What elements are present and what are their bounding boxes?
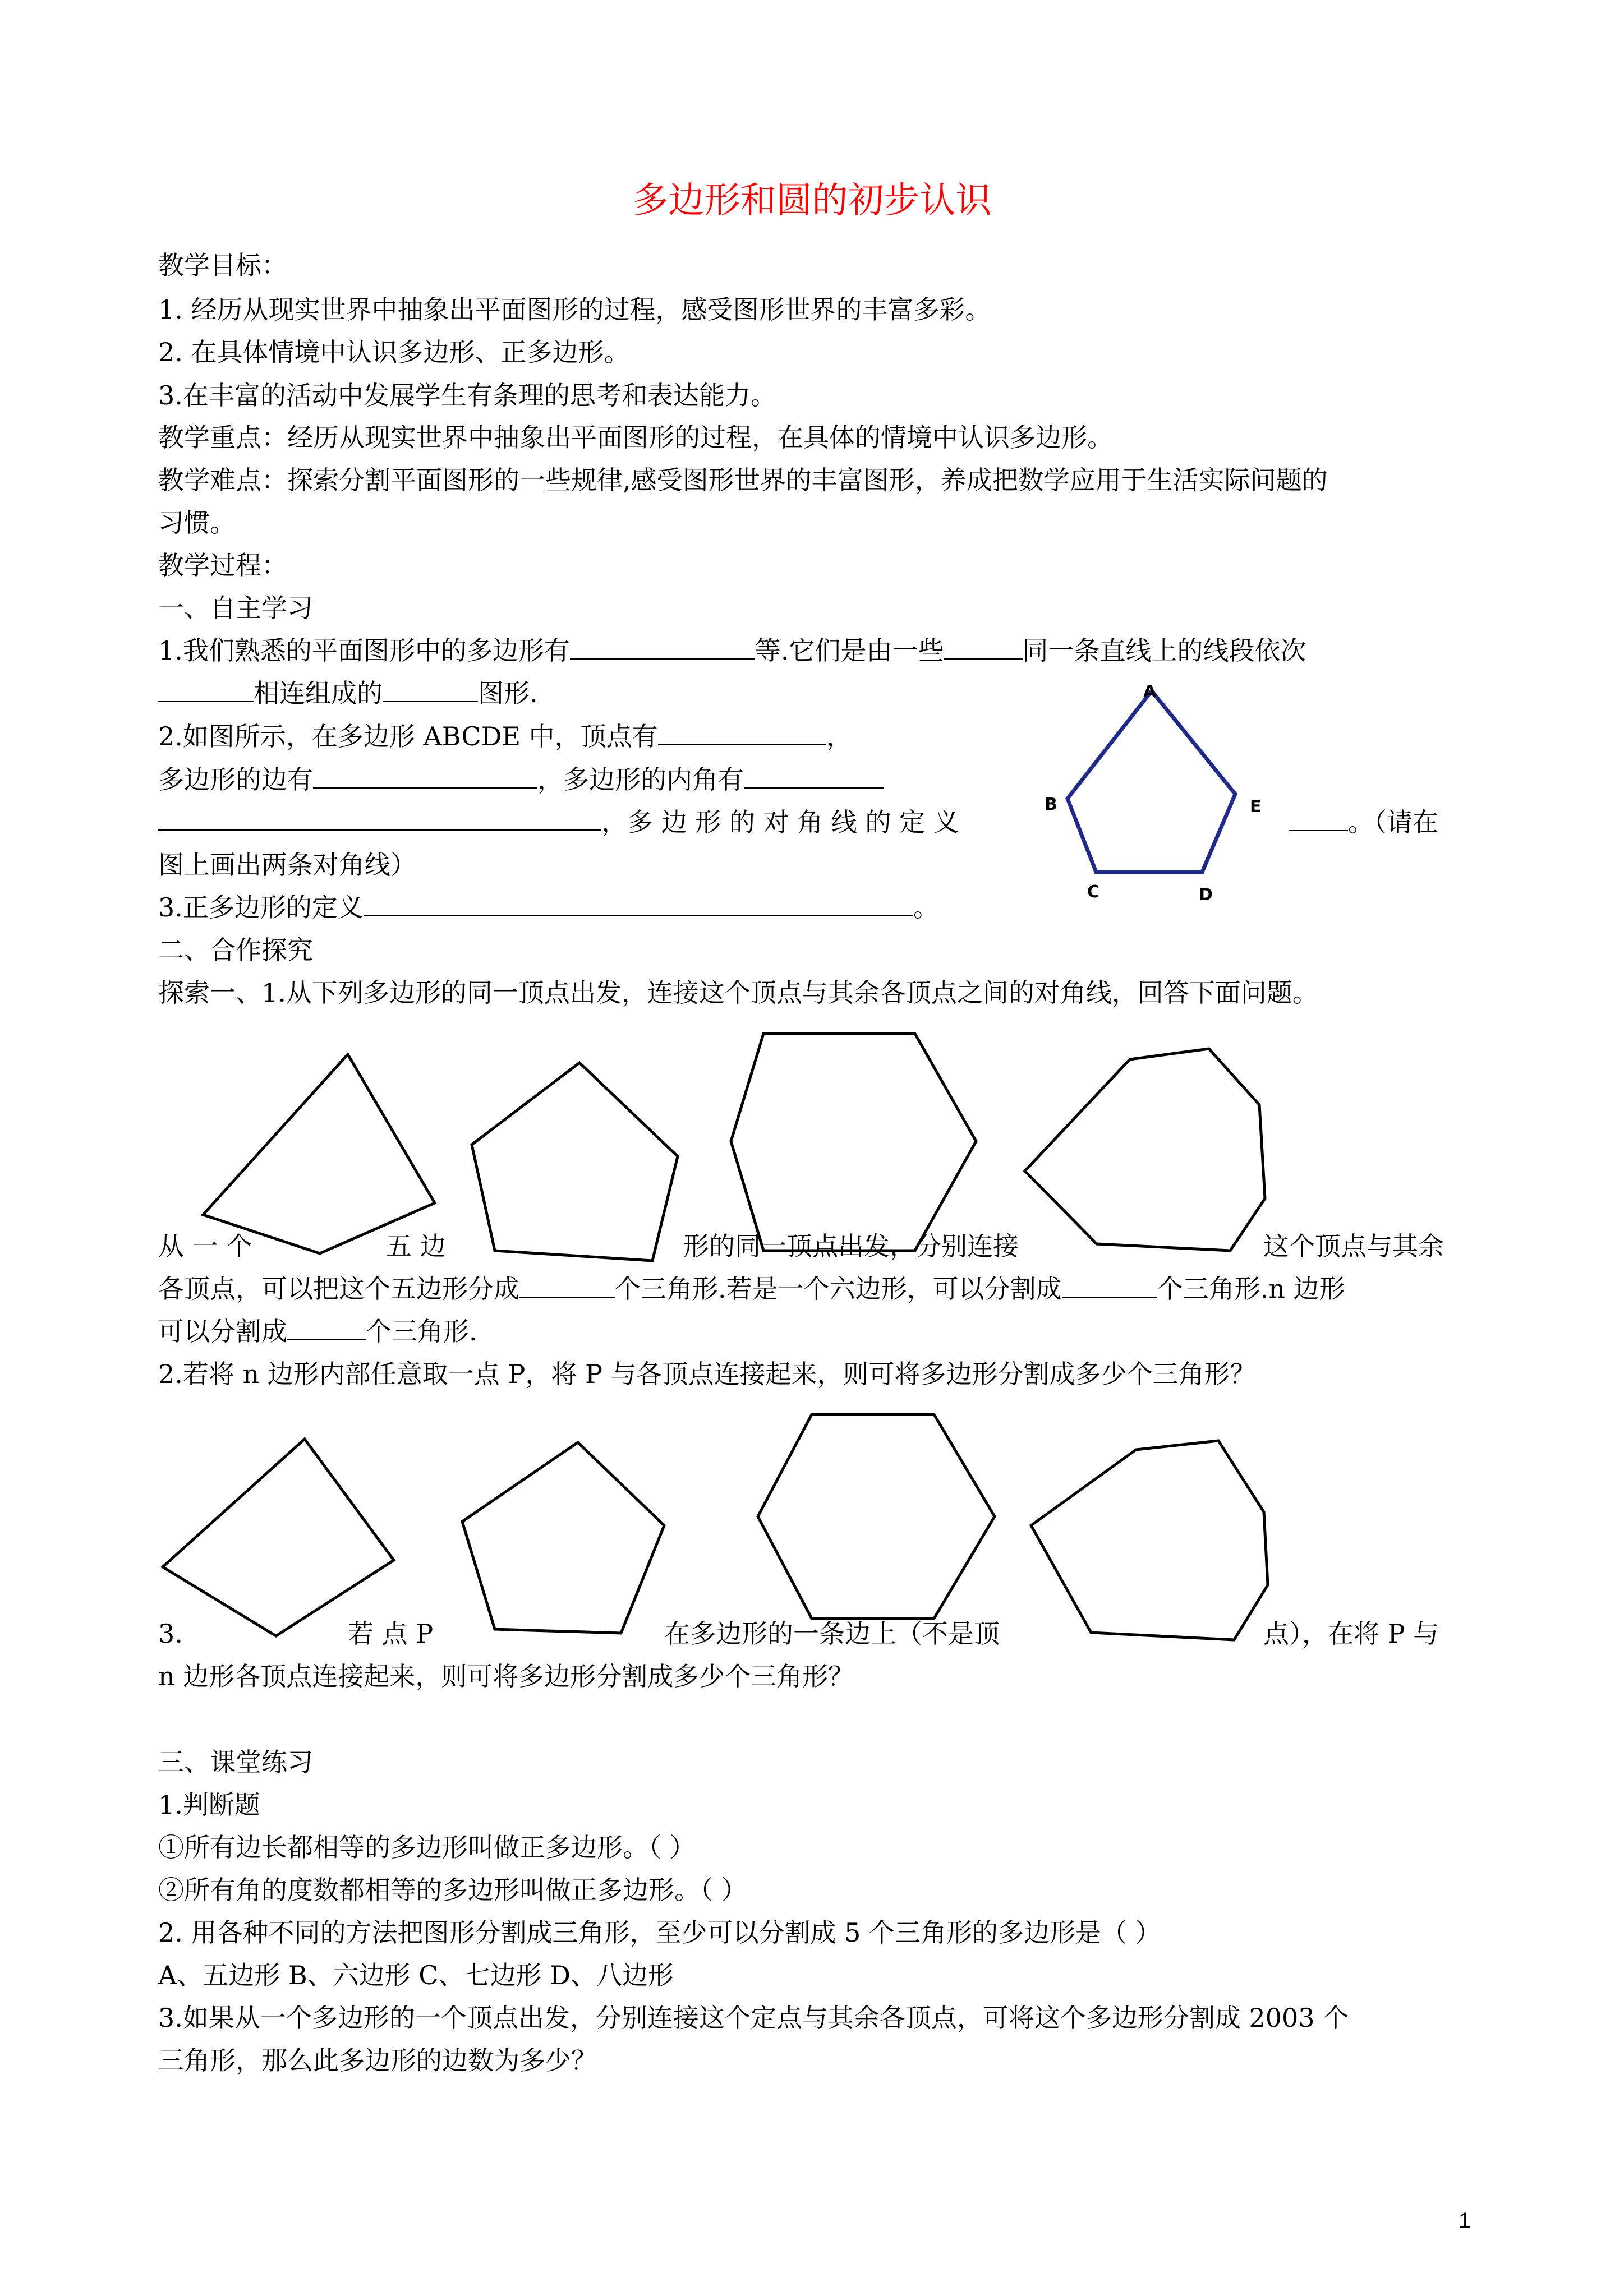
heptagon-1 <box>1025 1049 1265 1251</box>
answer-blank[interactable] <box>658 720 826 745</box>
s1-question-3 <box>158 891 939 924</box>
explore-q3-d: 点），在将 P 与 <box>1263 1619 1439 1649</box>
s1-question-2-line-4: 图上画出两条对角线） <box>158 850 416 880</box>
answer-blank[interactable] <box>364 891 913 916</box>
explore-p2-text-b: 个三角形.若是一个六边形，可以分割成 <box>615 1274 1062 1304</box>
s1-q1-text-c: 同一条直线上的线段依次 <box>1022 635 1306 666</box>
explore-p3-text-a: 可以分割成 <box>158 1316 287 1347</box>
section2-heading: 二、合作探究 <box>158 935 313 965</box>
exercise-q3-line-1: 3.如果从一个多边形的一个顶点出发，分别连接这个定点与其余各顶点，可将这个多边形分割成 2003 个 <box>158 2003 1349 2033</box>
s1-question-2-line-3-end <box>1289 805 1438 839</box>
quadrilateral-2 <box>163 1439 394 1636</box>
s1-q1-text-e: 图形. <box>478 678 538 708</box>
quadrilateral-1 <box>203 1054 435 1253</box>
answer-blank[interactable] <box>287 1316 366 1340</box>
objectives-heading: 教学目标： <box>158 250 287 280</box>
answer-blank[interactable] <box>383 677 478 702</box>
page-number: 1 <box>1459 2209 1471 2233</box>
explore-p3 <box>158 1315 477 1348</box>
explore-p3-text-b: 个三角形. <box>366 1316 477 1347</box>
judge-heading: 1.判断题 <box>158 1790 260 1820</box>
answer-blank[interactable] <box>158 677 254 702</box>
s1-question-2-line-2 <box>158 763 884 796</box>
s1-question-1-line-2 <box>158 676 538 710</box>
explore-q3-c: 在多边形的一条边上（不是顶 <box>664 1619 1000 1649</box>
pentagon-2 <box>462 1442 664 1633</box>
hexagon-1 <box>731 1034 976 1251</box>
heptagon-2 <box>1031 1441 1268 1640</box>
s1-q2-text-e: ，多 边 形 的 对 角 线 的 定 义 <box>601 807 959 837</box>
judge-item-2: ②所有角的度数都相等的多边形叫做正多边形。（ ） <box>158 1875 747 1905</box>
answer-blank[interactable] <box>519 1273 615 1298</box>
s1-q2-text-a: 2.如图所示，在多边形 ABCDE 中，顶点有 <box>158 721 658 751</box>
objective-3: 3.在丰富的活动中发展学生有条理的思考和表达能力。 <box>158 380 776 411</box>
section1-heading: 一、自主学习 <box>158 593 313 623</box>
explore-q3-e: n 边形各顶点连接起来，则可将多边形分割成多少个三角形？ <box>158 1661 854 1691</box>
answer-blank[interactable] <box>1289 806 1348 831</box>
explore-p1-c: 形的同一顶点出发，分别连接 <box>683 1231 1019 1261</box>
answer-blank[interactable] <box>158 806 601 831</box>
s1-q2-text-c: 多边形的边有 <box>158 764 313 795</box>
s1-q1-text-d: 相连组成的 <box>254 678 383 708</box>
answer-blank[interactable] <box>1062 1273 1157 1298</box>
key-point: 教学重点：经历从现实世界中抽象出平面图形的过程，在具体的情境中认识多边形。 <box>158 422 1113 453</box>
s1-q2-text-d: ，多边形的内角有 <box>537 764 744 795</box>
s1-question-1-line-1 <box>158 634 1306 667</box>
s1-question-2-line-1 <box>158 720 852 753</box>
s1-q2-text-f: 。（请在 <box>1348 807 1438 837</box>
process-heading: 教学过程： <box>158 550 287 580</box>
objective-1: 1. 经历从现实世界中抽象出平面图形的过程，感受图形世界的丰富多彩。 <box>158 294 991 325</box>
vertex-label-e: E <box>1250 797 1262 817</box>
page-title: 多边形和圆的初步认识 <box>632 180 992 222</box>
s1-q3-text-b: 。 <box>913 892 939 923</box>
explore-p1-a: 从 一 个 <box>158 1231 252 1261</box>
section3-heading: 三、课堂练习 <box>158 1747 313 1777</box>
s1-q1-text-a: 1.我们熟悉的平面图形中的多边形有 <box>158 635 570 666</box>
pentagon-abcde <box>1068 691 1235 872</box>
exercise-q3-line-2: 三角形，那么此多边形的边数为多少？ <box>158 2045 597 2076</box>
s1-q2-text-b: ， <box>826 721 852 751</box>
exercise-q2: 2. 用各种不同的方法把图形分割成三角形，至少可以分割成 5 个三角形的多边形是（ ） <box>158 1917 1161 1948</box>
pentagon-1 <box>472 1063 678 1261</box>
explore-p2 <box>158 1272 1345 1306</box>
judge-item-1: ①所有边长都相等的多边形叫做正多边形。（ ） <box>158 1832 696 1862</box>
explore-p1-b: 五 边 <box>386 1231 446 1261</box>
explore-q3-b: 若 点 P <box>348 1619 434 1649</box>
explore-1: 探索一、1.从下列多边形的同一顶点出发，连接这个顶点与其余各顶点之间的对角线，回答下面问题。 <box>158 978 1318 1008</box>
difficulty-line-2: 习惯。 <box>158 508 236 538</box>
explore-p1-d: 这个顶点与其余 <box>1263 1231 1444 1261</box>
objective-2: 2. 在具体情境中认识多边形、正多边形。 <box>158 337 630 367</box>
exercise-q2-options: A、五边形 B、六边形 C、七边形 D、八边形 <box>158 1960 674 1990</box>
vertex-label-d: D <box>1199 885 1213 905</box>
s1-q3-text-a: 3.正多边形的定义 <box>158 892 364 923</box>
difficulty-line-1: 教学难点：探索分割平面图形的一些规律,感受图形世界的丰富图形，养成把数学应用于生活实际问题的 <box>158 465 1328 495</box>
answer-blank[interactable] <box>570 635 755 660</box>
hexagon-2 <box>758 1414 995 1619</box>
answer-blank[interactable] <box>744 763 884 789</box>
answer-blank[interactable] <box>944 635 1023 660</box>
explore-q3-a: 3. <box>158 1619 183 1649</box>
vertex-label-c: C <box>1087 882 1100 902</box>
explore-q2: 2.若将 n 边形内部任意取一点 P，将 P 与各顶点连接起来，则可将多边形分割成多少个三角形？ <box>158 1359 1256 1389</box>
explore-p2-text-c: 个三角形.n 边形 <box>1157 1274 1345 1304</box>
vertex-label-b: B <box>1045 795 1057 814</box>
s1-q1-text-b: 等.它们是由一些 <box>755 635 944 666</box>
answer-blank[interactable] <box>313 763 537 789</box>
s1-question-2-line-3 <box>158 805 959 839</box>
vertex-label-a: A <box>1143 682 1157 702</box>
explore-p2-text-a: 各顶点，可以把这个五边形分成 <box>158 1274 519 1304</box>
